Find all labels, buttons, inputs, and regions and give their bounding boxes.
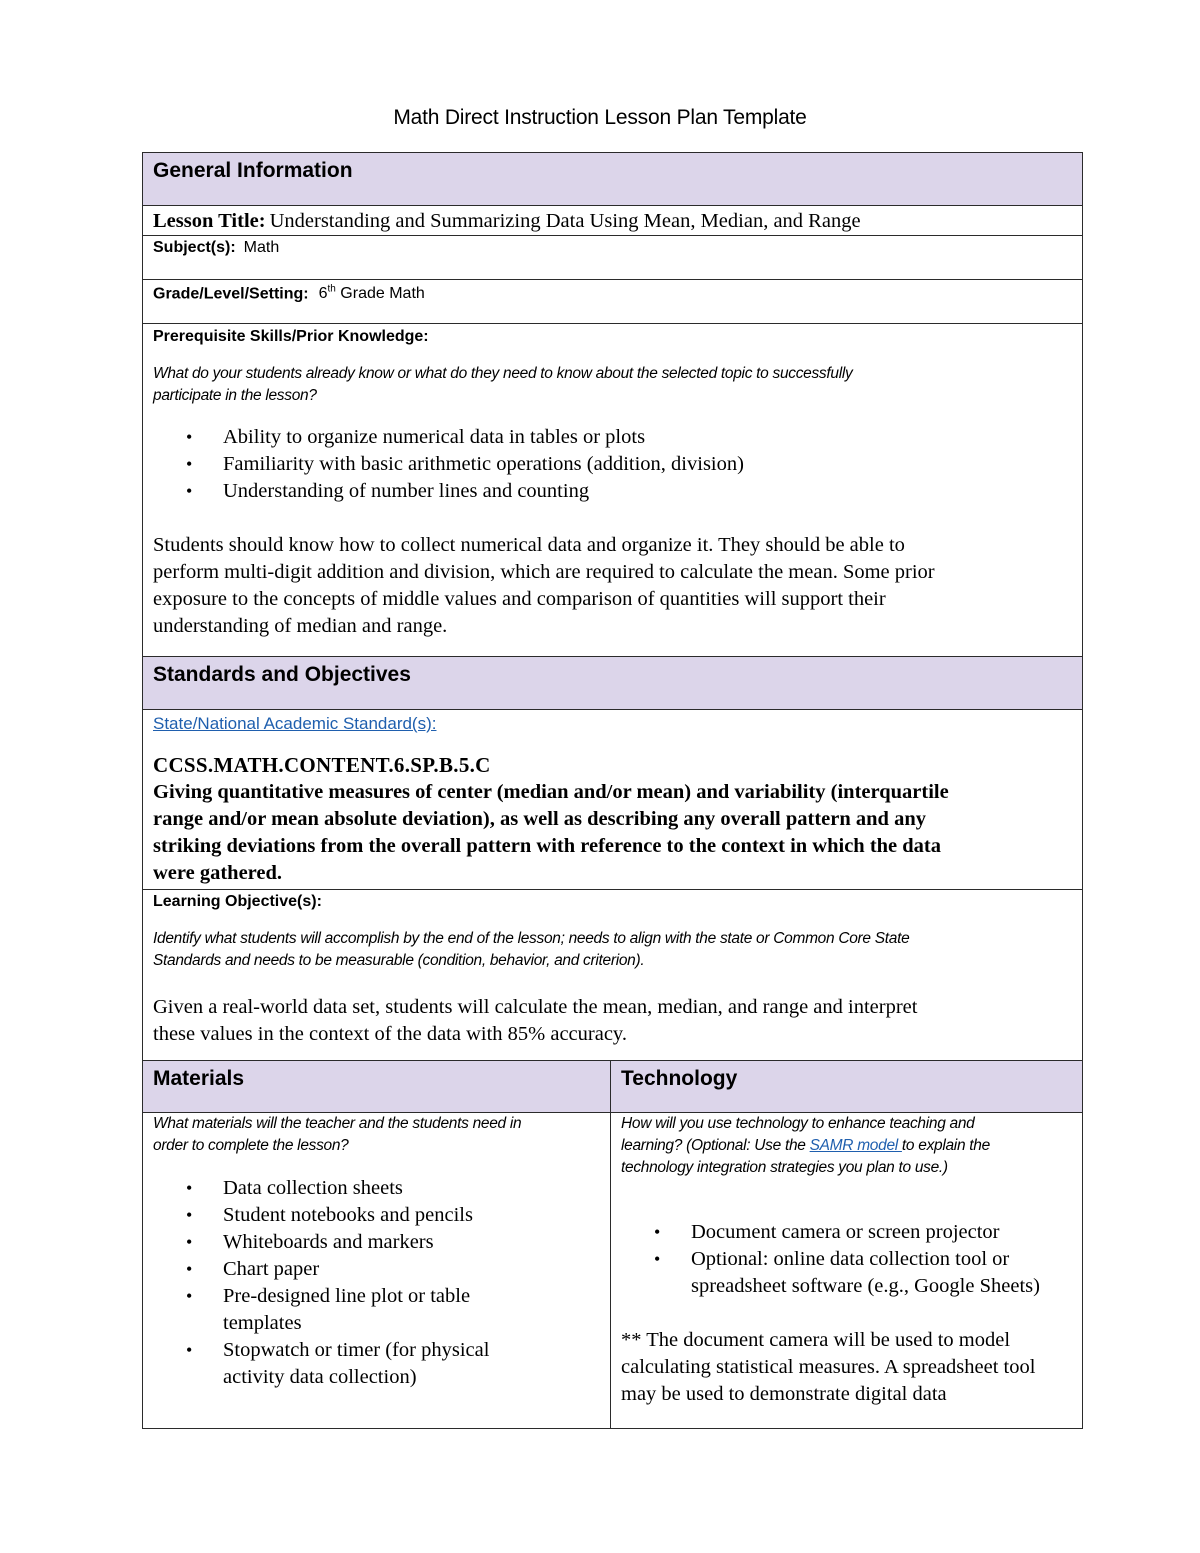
prerequisite-prompt: What do your students already know or what do they need to know about the selected topic to successfully participate in the lesson? bbox=[153, 365, 853, 404]
standards-header bbox=[143, 657, 1083, 710]
standard-description: Giving quantitative measures of center (median and/or mean) and variability (interquartile range and/or mean absolute deviation), as well as describing any overall pattern and any striking deviations from the overall pattern with reference to the context in which the data were gathered. bbox=[153, 781, 949, 884]
technology-cell bbox=[611, 1113, 1083, 1429]
subject-value: Math bbox=[243, 239, 280, 256]
standard-cell bbox=[143, 710, 1083, 890]
objective-text: Given a real-world data set, students will calculate the mean, median, and range and interpret these values in the context of the data with 85% accuracy. bbox=[153, 996, 918, 1045]
grade-label: Grade/Level/Setting: bbox=[153, 285, 309, 303]
grade-value: 6th Grade Math bbox=[318, 284, 425, 303]
technology-header bbox=[611, 1061, 1083, 1113]
list-item: • Student notebooks and pencils bbox=[186, 1204, 473, 1226]
general-info-heading: General Information bbox=[153, 159, 353, 182]
materials-prompt: What materials will the teacher and the students need in order to complete the lesson? bbox=[153, 1115, 522, 1154]
technology-prompt: How will you use technology to enhance teaching and learning? (Optional: Use the SAMR model to explain the technology integration strategies you plan to use.) bbox=[621, 1115, 990, 1176]
list-item: • Stopwatch or timer (for physical activity data collection) bbox=[186, 1339, 490, 1388]
list-item: • Pre-designed line plot or table templates bbox=[186, 1285, 471, 1334]
standard-code: CCSS.MATH.CONTENT.6.SP.B.5.C bbox=[153, 753, 491, 777]
subject-label: Subject(s): bbox=[153, 239, 236, 256]
list-item: • Optional: online data collection tool or spreadsheet software (e.g., Google Sheets) bbox=[654, 1248, 1040, 1297]
list-item: • Data collection sheets bbox=[186, 1177, 403, 1199]
technology-note: ** The document camera will be used to model calculating statistical measures. A spreadsheet tool may be used to demonstrate digital data bbox=[621, 1329, 1036, 1405]
document-title: Math Direct Instruction Lesson Plan Template bbox=[393, 106, 807, 129]
technology-list bbox=[621, 1219, 1072, 1300]
lesson-title-label: Lesson Title: bbox=[153, 210, 266, 232]
objective-label: Learning Objective(s): bbox=[153, 893, 322, 910]
list-item: • Document camera or screen projector bbox=[654, 1221, 1000, 1243]
materials-cell bbox=[143, 1113, 611, 1429]
samr-model-link[interactable]: SAMR model bbox=[809, 1137, 902, 1154]
lesson-title-value: Understanding and Summarizing Data Using Mean, Median, and Range bbox=[269, 210, 861, 232]
general-info-header bbox=[143, 153, 1083, 206]
list-item: • Familiarity with basic arithmetic operations (addition, division) bbox=[186, 453, 744, 475]
technology-heading: Technology bbox=[621, 1067, 738, 1090]
standards-heading: Standards and Objectives bbox=[153, 663, 411, 686]
lesson-plan-table bbox=[142, 152, 1083, 1429]
list-item: • Ability to organize numerical data in tables or plots bbox=[186, 426, 646, 448]
prerequisite-paragraph: Students should know how to collect numerical data and organize it. They should be able to perform multi-digit addition and division, which are required to calculate the mean. Some prior exposure to the concepts of middle values and comparison of quantities will support their understanding of median and range. bbox=[153, 534, 935, 637]
objective-cell bbox=[143, 890, 1083, 1061]
prerequisite-cell bbox=[143, 324, 1083, 657]
list-item: • Whiteboards and markers bbox=[186, 1231, 434, 1253]
lesson-title-row bbox=[143, 206, 1083, 236]
prerequisite-list bbox=[153, 424, 1072, 505]
prerequisite-label: Prerequisite Skills/Prior Knowledge: bbox=[153, 328, 429, 345]
list-item: • Chart paper bbox=[186, 1258, 320, 1280]
materials-list bbox=[153, 1175, 600, 1391]
materials-header bbox=[143, 1061, 611, 1113]
standard-link[interactable]: State/National Academic Standard(s): bbox=[153, 714, 437, 733]
objective-prompt: Identify what students will accomplish by the end of the lesson; needs to align with the state or Common Core State Standards and needs to be measurable (condition, behavior, and criterion). bbox=[153, 930, 910, 969]
list-item: • Understanding of number lines and counting bbox=[186, 480, 590, 502]
grade-row bbox=[143, 280, 1083, 324]
materials-heading: Materials bbox=[153, 1067, 245, 1090]
subject-row bbox=[143, 236, 1083, 280]
